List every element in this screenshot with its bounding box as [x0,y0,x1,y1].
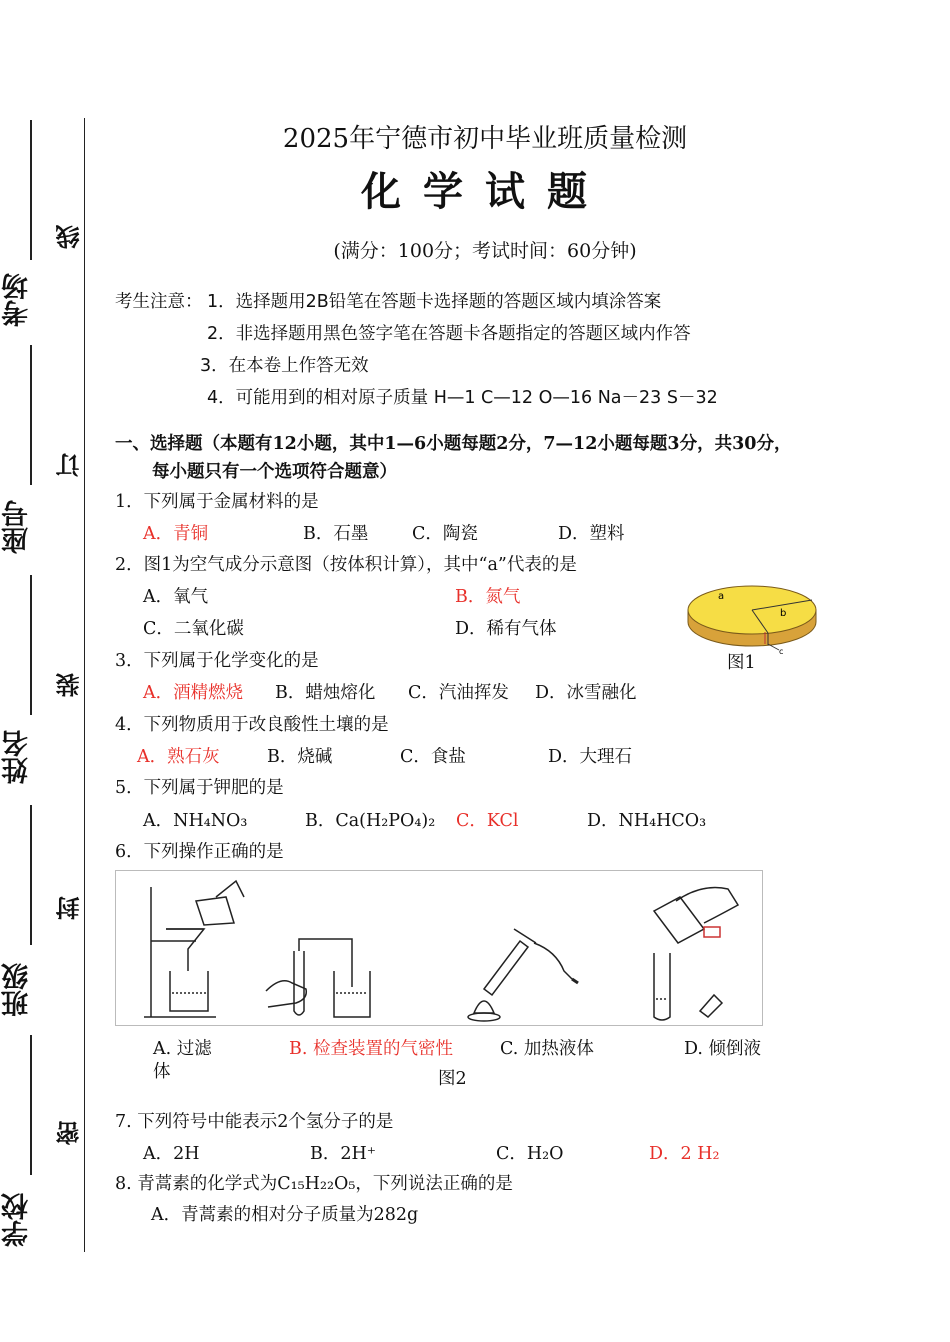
option-answer: A．酒精燃烧 [143,683,244,703]
field-seat-number: 座号 [2,500,33,554]
option: C．汽油挥发 [408,683,509,703]
question-stem: 3．下列属于化学变化的是 [115,651,319,671]
figure-2-option-a-cont: 体 [153,1062,171,1082]
question-stem: 2．图1为空气成分示意图（按体积计算），其中“a”代表的是 [115,555,577,575]
question-stem: 8. 青蒿素的化学式为C₁₅H₂₂O₅，下列说法正确的是 [115,1174,513,1194]
notice-label: 考生注意： [115,292,203,312]
option-answer: C．KCl [456,811,519,831]
option: A．氧气 [143,587,209,607]
option: B．Ca(H₂PO₄)₂ [305,811,436,831]
option-answer: A．青铜 [143,524,209,544]
option: A．NH₄NO₃ [143,811,248,831]
option: C．H₂O [496,1144,564,1164]
option-answer: B．氮气 [455,587,521,607]
figure-2-caption: 图2 [438,1069,467,1089]
option: C．陶瓷 [412,524,478,544]
bind-mark-line: 线 [56,225,84,249]
field-exam-room: 考场 [2,273,33,327]
field-line [30,1035,32,1175]
option: C．二氧化碳 [143,619,244,639]
notice-item: 4．可能用到的相对原子质量 H—1 C—12 O—16 Na－23 S－32 [207,388,718,408]
notice-item: 1．选择题用2B铅笔在答题卡选择题的答题区域内填涂答案 [207,292,662,312]
option: D．稀有气体 [455,619,557,639]
section-heading: 一、选择题（本题有12小题，其中1—6小题每题2分，7—12小题每题3分，共30分， [115,434,792,454]
field-line [30,575,32,715]
question-stem: 6．下列操作正确的是 [115,842,284,862]
bind-mark-seal: 封 [56,896,84,920]
field-line [30,345,32,485]
question-stem: 5．下列属于钾肥的是 [115,778,284,798]
air-composition-pie-figure [682,570,822,656]
field-class: 班级 [2,963,33,1017]
exam-info: (满分：100分；考试时间：60分钟) [333,240,637,262]
option: B．2H⁺ [310,1144,376,1164]
bind-mark-secret: 密 [56,1121,84,1145]
lab-apparatus-drawing [116,871,762,1025]
field-line [30,805,32,945]
option: B．烧碱 [267,747,333,767]
notice-item: 2．非选择题用黑色签字笔在答题卡各题指定的答题区域内作答 [207,324,691,344]
question-stem: 4．下列物质用于改良酸性土壤的是 [115,715,389,735]
option: C．食盐 [400,747,466,767]
figure-2-option-a: A. 过滤 [153,1039,212,1059]
pie-label-a: a [718,591,725,602]
field-school: 学校 [2,1193,33,1247]
option: D．NH₄HCO₃ [587,811,707,831]
figure-2-option-d: D. 倾倒液 [684,1039,762,1059]
question-stem: 7. 下列符号中能表示2个氢分子的是 [115,1112,394,1132]
notice-item: 3．在本卷上作答无效 [200,356,369,376]
subject-title: 化学试题 [361,169,609,215]
section-heading-cont: 每小题只有一个选项符合题意） [152,462,397,482]
figure-1-caption: 图1 [727,653,756,673]
option: B．蜡烛熔化 [275,683,376,703]
figure-2-option-b-answer: B. 检查装置的气密性 [289,1039,453,1059]
lab-operations-figure [115,870,763,1026]
question-stem: 1．下列属于金属材料的是 [115,492,319,512]
option: B．石墨 [303,524,369,544]
bind-mark-order: 订 [56,453,84,477]
pie-label-b: b [780,608,787,619]
option: A．青蒿素的相对分子质量为282g [151,1205,419,1225]
pie-label-c: c [779,647,784,656]
option: D．塑料 [558,524,625,544]
exam-title: 2025年宁德市初中毕业班质量检测 [282,124,688,154]
option: A．2H [143,1144,200,1164]
option-answer: A．熟石灰 [137,747,220,767]
option: D．冰雪融化 [535,683,637,703]
option: D．大理石 [548,747,633,767]
option-answer: D．2 H₂ [649,1144,720,1164]
figure-2-option-c: C. 加热液体 [500,1039,594,1059]
bind-mark-bind: 装 [56,673,84,697]
field-name: 姓名 [2,730,33,784]
